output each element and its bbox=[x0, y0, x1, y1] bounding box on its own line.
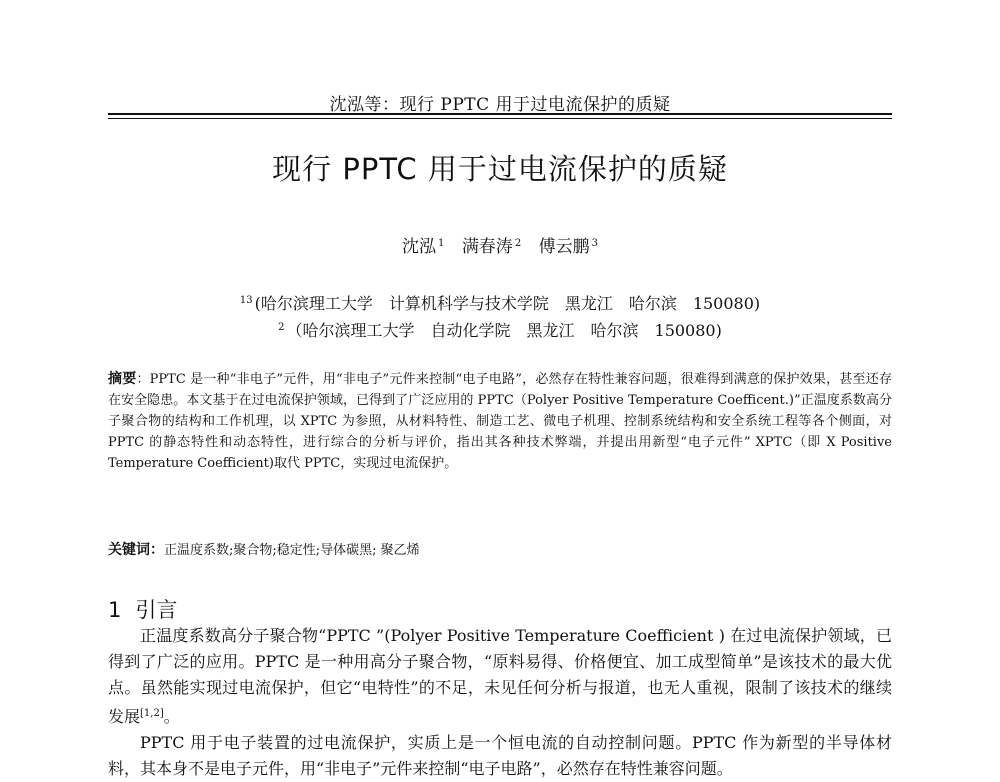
section-body bbox=[108, 623, 892, 782]
author-superscript: 3 bbox=[591, 238, 598, 249]
author-1 bbox=[402, 237, 444, 257]
header-rule bbox=[108, 113, 892, 115]
section-heading bbox=[108, 594, 177, 624]
header-rule-thin bbox=[108, 118, 892, 119]
author-name: 沈泓 bbox=[402, 237, 437, 257]
abstract bbox=[108, 369, 892, 474]
author-superscript: 1 bbox=[438, 238, 445, 249]
abstract-text: ：PPTC 是一种“非电子”元件，用“非电子”元件来控制“电子电路”，必然存在特性兼容问题，很难得到满意的保护效果，甚至还存在安全隐患。本文基于在过电流保护领域，已得到了广泛应用的 PPTC（Polyer Positive Temperature Coefficent.)”正温度系数高分子聚合物的结构和工作机理，以 XPTC 为参照，从材料特性、制造工艺、微电子机理、控制系统结构和安全系统工程等各个侧面，对 PPTC 的静态特性和动态特性，进行综合的分析与评价，指出其各种技术弊端，并提出用新型“电子元件” XPTC（即 X Positive Temperature Coefficient)取代 PPTC，实现过电流保护。 bbox=[108, 372, 892, 471]
keywords-text: 正温度系数;聚合物;稳定性;导体碳黑; 聚乙烯 bbox=[164, 543, 420, 558]
section-number: 1 bbox=[108, 598, 122, 622]
keywords bbox=[108, 539, 892, 559]
author-name: 满春涛 bbox=[461, 237, 513, 257]
body-paragraph-1 bbox=[108, 623, 892, 730]
affiliation-superscript: 2 bbox=[278, 322, 285, 333]
author-2 bbox=[462, 237, 521, 257]
affiliation-superscript: 13 bbox=[239, 295, 253, 306]
paragraph-end: 。 bbox=[163, 707, 180, 726]
citation: [1,2] bbox=[140, 708, 164, 719]
author-list bbox=[0, 232, 1000, 257]
affiliation-text: （哈尔滨理工大学 自动化学院 黑龙江 哈尔滨 150080) bbox=[286, 321, 722, 340]
paragraph-text: 正温度系数高分子聚合物“PPTC ”(Polyer Positive Temperature Coefficient ) 在过电流保护领域，已得到了广泛的应用。PPTC 是一种用高分子聚合物，“原料易得、价格便宜、加工成型简单”是该技术的最大优点。虽然能实现过电流保护，但它“电特性”的不足，未见任何分析与报道，也无人重视，限制了该技术的继续发展 bbox=[108, 626, 892, 726]
abstract-label: 摘要 bbox=[108, 371, 137, 387]
affiliation-text: (哈尔滨理工大学 计算机科学与技术学院 黑龙江 哈尔滨 150080) bbox=[254, 294, 761, 313]
body-paragraph-2: PPTC 用于电子装置的过电流保护，实质上是一个恒电流的自动控制问题。PPTC 作为新型的半导体材料，其本身不是电子元件，用“非电子”元件来控制“电子电路”，必然存在特性兼容问题。 bbox=[108, 733, 892, 778]
affiliation-1 bbox=[0, 291, 1000, 314]
section-title: 引言 bbox=[135, 598, 178, 622]
running-header: 沈泓等：现行 PPTC 用于过电流保护的质疑 bbox=[329, 95, 671, 115]
keywords-label: 关键词： bbox=[108, 542, 164, 558]
affiliation-2 bbox=[0, 318, 1000, 341]
author-3 bbox=[539, 237, 598, 257]
paper-title: 现行 PPTC 用于过电流保护的质疑 bbox=[272, 152, 728, 186]
author-name: 傅云鹏 bbox=[538, 237, 590, 257]
author-superscript: 2 bbox=[514, 238, 522, 249]
